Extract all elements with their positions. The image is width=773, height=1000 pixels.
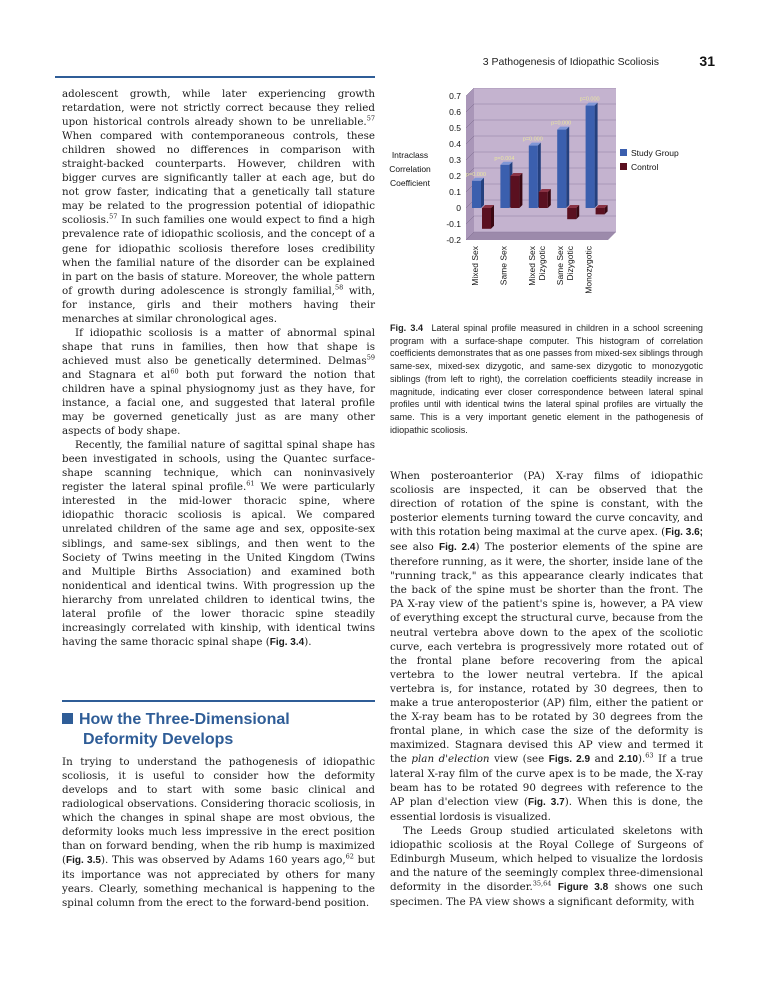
section-marker-icon: [62, 713, 73, 724]
section-rule: [62, 700, 375, 702]
legend-swatch: [620, 163, 627, 170]
figure-reference[interactable]: Fig. 3.7: [528, 797, 565, 809]
paragraph: Recently, the familial nature of sagittal spinal shape has been investigated in schools, using the Quantec surface-shape scanning technique, which can noninvasively register the lateral spinal profile.$^{61}$ We were particularly interested in the mid-lower thoracic spine, where idiopathic thoracic scoliosis is apical. We compared unrelated children of the same age and sex, opposite-sex siblings, and same-sex siblings, and then went to the Society of Twins meeting in the United Kingdom (Twins and Multiple Births Association) and examined both nonidentical and identical twins. With progression up the hierarchy from unrelated children to identical twins, the lateral profile of the lower thoracic spine steadily increasingly correlated with kinship, with identical twins having the same thoracic spinal shape (Fig. 3.4).: [62, 439, 375, 648]
y-tick-label: -0.2: [446, 235, 461, 245]
caption-label: Fig. 3.4: [390, 323, 424, 333]
figure-reference[interactable]: Figs. 2.9: [548, 753, 591, 765]
bar-side-face: [566, 127, 569, 208]
legend-label: Study Group: [631, 148, 679, 158]
paragraph: adolescent growth, while later experiencing growth retardation, were not strictly correct because they relied upon historical controls already shown to be unreliable.$^{57}$ When compared with contemporaneous controls, these children showed no differences in comparison with straight-backed counterparts. However, children with bigger curves are significantly taller at each age, but do not grow faster, indicating that a genetically tall stature may be related to the progression potential of idiopathic scoliosis.$^{57}$ In such families one would expect to find a high prevalence rate of idiopathic scoliosis, and the concept of a gene for idiopathic scoliosis therefore loses credibility when the familial nature of the disorder can be explained in part on the basis of stature. Moreover, the whole pattern of growth during adolescence is strongly familial,$^{58}$ with, for instance, girls and their mothers having their menarches at similar chronological ages.: [62, 88, 375, 325]
bar-study-group: [500, 165, 509, 208]
bar-control: [482, 208, 491, 229]
chapter-title: 3 Pathogenesis of Idiopathic Scoliosis: [482, 56, 659, 68]
x-tick-label: Dizygotic: [536, 246, 547, 281]
y-axis-label: Coefficient: [389, 178, 431, 188]
y-tick-label: 0.7: [449, 91, 461, 101]
y-tick-label: 0.1: [449, 187, 461, 197]
legend-label: Control: [631, 162, 659, 172]
y-tick-label: 0: [456, 203, 461, 213]
bar-control: [539, 192, 548, 208]
figure-reference[interactable]: Fig. 3.5: [66, 855, 101, 867]
y-tick-label: 0.5: [449, 123, 461, 133]
data-label: p=0.000: [522, 136, 543, 143]
x-tick-label: Monozygotic: [583, 246, 594, 294]
paragraph: In trying to understand the pathogenesis of idiopathic scoliosis, it is useful to consider how the deformity develops and to start with some basic clinical and radiological observations. Considering thoracic scoliosis, in which the changes in spinal shape are most obvious, the deformity looks much less impressive in the erect position than on forward bending, when the rib hump is maximized (Fig. 3.5). This was observed by Adams 160 years ago,$^{62}$ but its importance was not appreciated by others for many years. Clearly, something mechanical is happening to the spinal column from the erect to the forward-bend position.: [62, 756, 376, 910]
running-header: [55, 52, 715, 72]
figure-reference[interactable]: Fig. 2.4: [438, 542, 476, 554]
bar-study-group: [586, 106, 595, 208]
bar-control: [567, 208, 576, 219]
x-tick-label: Same Sex: [498, 246, 509, 286]
paragraph: When posteroanterior (PA) X-ray films of idiopathic scoliosis are inspected, it can be observed that the direction of rotation of the spine is constant, with the posterior elements turning toward the curve concavity, and with this rotation being maximal at the curve apex. (Fig. 3.6; see also Fig. 2.4) The posterior elements of the spine are therefore running, as it were, the shorter, inside lane of the "running track," as this appearance clearly indicates that the back of the spine must be shorter than the front. The PA X-ray view of the patient's spine is, however, a PA view of everything except the structural curve, because from the neutral vertebra above down to the apex of the scoliotic curve, each vertebra is progressively more rotated out of the frontal plane before recovering from the apical vertebra to the lower neutral vertebra. If the apical vertebra is, for instance, rotated by 30 degrees, then to make a true anteroposterior (AP) film, either the patient or the X-ray beam has to be rotated by 30 degrees from the frontal plane, in which case the size of the deformity is maximized. Stagnara devised this AP view and termed it the plan d'election view (see Figs. 2.9 and 2.10).$^{63}$ If a true lateral X-ray film of the curve apex is to be made, the X-ray beam has to be rotated 90 degrees with reference to the AP plan d'election view (Fig. 3.7). When this is done, the essential lordosis is visualized.: [390, 470, 704, 824]
header-rule: [55, 76, 375, 78]
x-tick-label: Dizygotic: [565, 246, 576, 281]
y-axis-label: Correlation: [389, 164, 431, 174]
x-tick-label: Mixed Sex: [470, 246, 480, 286]
data-label: p=0.000: [551, 120, 572, 127]
bar-control: [596, 208, 605, 214]
paragraph: The Leeds Group studied articulated skeletons with idiopathic scoliosis at the Royal College of Surgeons of Edinburgh Museum, which helped to visualize the lordosis and the nature of the seemingly complex three-dimensional deformity in the disorder.$^{35,64}$ Figure 3.8 shows one such specimen. The PA view shows a significant deformity, with: [390, 825, 703, 909]
y-tick-label: 0.2: [449, 171, 461, 181]
y-tick-label: 0.6: [449, 107, 461, 117]
bar-side-face: [481, 178, 484, 208]
bar-study-group: [472, 181, 481, 208]
x-tick-label: Same Sex: [555, 246, 566, 286]
section-text: [62, 755, 375, 911]
y-tick-label: 0.3: [449, 155, 461, 165]
figure-reference[interactable]: 2.10: [618, 753, 638, 765]
data-label: p=0.000: [579, 96, 600, 103]
bar-side-face: [519, 173, 522, 208]
bar-side-face: [491, 205, 494, 229]
y-tick-label: -0.1: [446, 219, 461, 229]
section-heading: How the Three-Dimensional Deformity Develops: [62, 710, 375, 750]
y-tick-label: 0.4: [449, 139, 461, 149]
bar-study-group: [557, 130, 566, 208]
paragraph: If idiopathic scoliosis is a matter of abnormal spinal shape that runs in families, then how that shape is achieved must also be genetically determined. Delmas$^{59}$ and Stagnara et $al^{60}$ both put forward the notion that children have a spinal physiognomy just as they have, for instance, a facial one, and suggested that lateral profile may be governed genetically just as are many other aspects of body shape.: [62, 326, 375, 438]
y-axis-label: Intraclass: [391, 150, 429, 160]
bar-side-face: [548, 189, 551, 208]
figure-reference[interactable]: Fig. 3.4: [269, 636, 305, 648]
figure-reference[interactable]: Fig. 3.6;: [665, 527, 703, 539]
left-column-text: [62, 87, 375, 650]
chart-floor: [466, 232, 616, 240]
page-number: 31: [699, 53, 715, 69]
legend-swatch: [620, 149, 627, 156]
right-column-text: [390, 469, 703, 909]
bar-control: [510, 176, 519, 208]
bar-side-face: [595, 103, 598, 208]
figure-3-4-chart: [386, 88, 708, 314]
data-label: p=0.000: [465, 171, 487, 178]
figure-caption: Fig. 3.4 Lateral spinal profile measured in children in a school screening program with a surface-shape computer. This histogram of correlation coefficients demonstrates that as one passes from mixed-sex siblings through same-sex, mixed-sex dizygotic, and same-sex dizygotic to monozygotic siblings (from left to right), the correlation coefficients steadily increase in magnitude, indicating ever closer correspondence between lateral spinal profiles until with identical twins the lateral spinal profiles are virtually the same. This is a very important genetic element in the pathogenesis of idiopathic scoliosis.: [390, 323, 703, 435]
data-label: p=0.004: [494, 155, 515, 162]
figure-reference[interactable]: Figure 3.8: [557, 882, 609, 894]
x-tick-label: Mixed Sex: [526, 246, 537, 286]
bar-study-group: [529, 146, 538, 208]
